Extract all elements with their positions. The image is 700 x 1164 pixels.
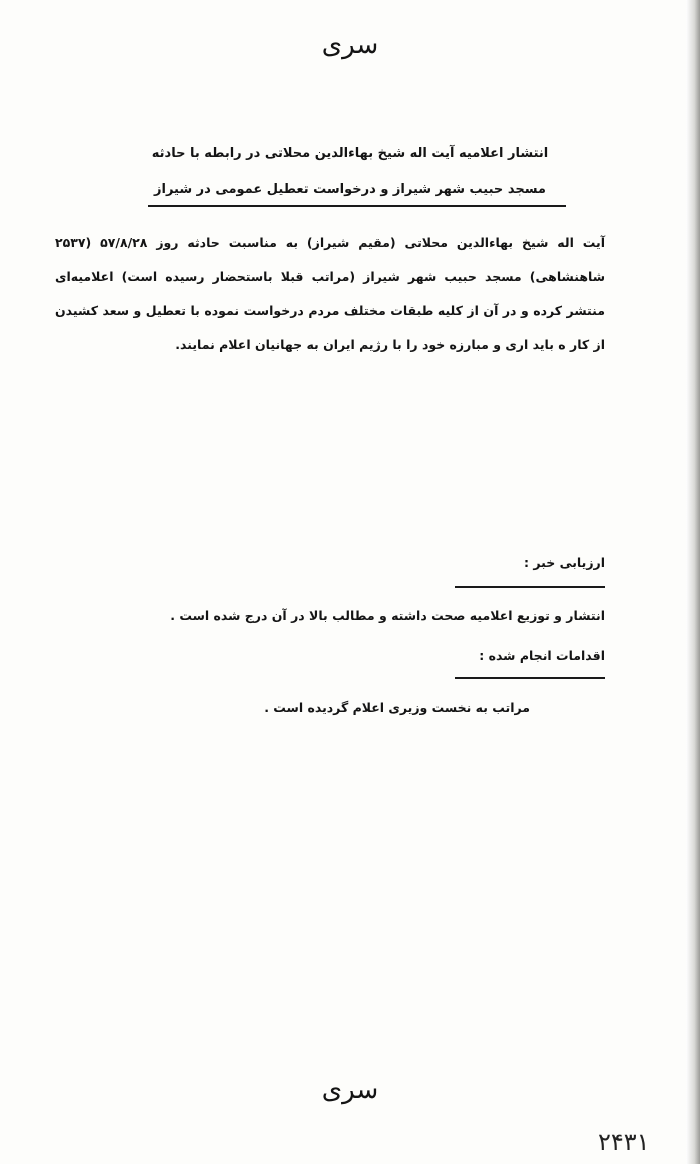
evaluation-text: انتشار و توزیع اعلامیه صحت داشته و مطالب بالا در آن درج شده است . (170, 608, 605, 623)
actions-heading-underline (455, 677, 605, 679)
actions-taken-text: مراتب به نخست وزیری اعلام گردیده است . (264, 700, 530, 715)
scan-edge-shadow (686, 0, 700, 1164)
document-title (120, 136, 580, 208)
title-underline (148, 205, 566, 207)
title-line-2: مسجد حبیب شهر شیراز و درخواست تعطیل عمومی در شیراز (154, 182, 546, 197)
report-body-paragraph: آیت اله شیخ بهاءالدین محلاتی (مقیم شیراز) به مناسبت حادثه روز ۵۷/۸/۲۸ (۲۵۳۷ شاهنشاهی) مسجد حبیب شهر شیراز (مراتب قبلا باستحضار رسیده است) اعلامیه‌ای منتشر کرده و در آن از کلیه طبقات مختلف مردم درخواست نموده با تعطیل و سعد کشیدن از کار ه باید اری و مبارزه خود را با رژیم ایران به جهانیان اعلام نمایند. (55, 235, 605, 352)
actions-taken-heading: اقدامات انجام شده : (479, 648, 605, 663)
classification-footer: سری (321, 1075, 379, 1105)
title-line-1: انتشار اعلامیه آیت اله شیخ بهاءالدین محلاتی در رابطه با حادثه (151, 146, 549, 161)
classification-header: سری (321, 30, 379, 60)
evaluation-heading: ارزیابی خبر : (524, 555, 605, 570)
page-number: ۲۴۳۱ (598, 1128, 650, 1156)
evaluation-heading-underline (455, 586, 605, 588)
